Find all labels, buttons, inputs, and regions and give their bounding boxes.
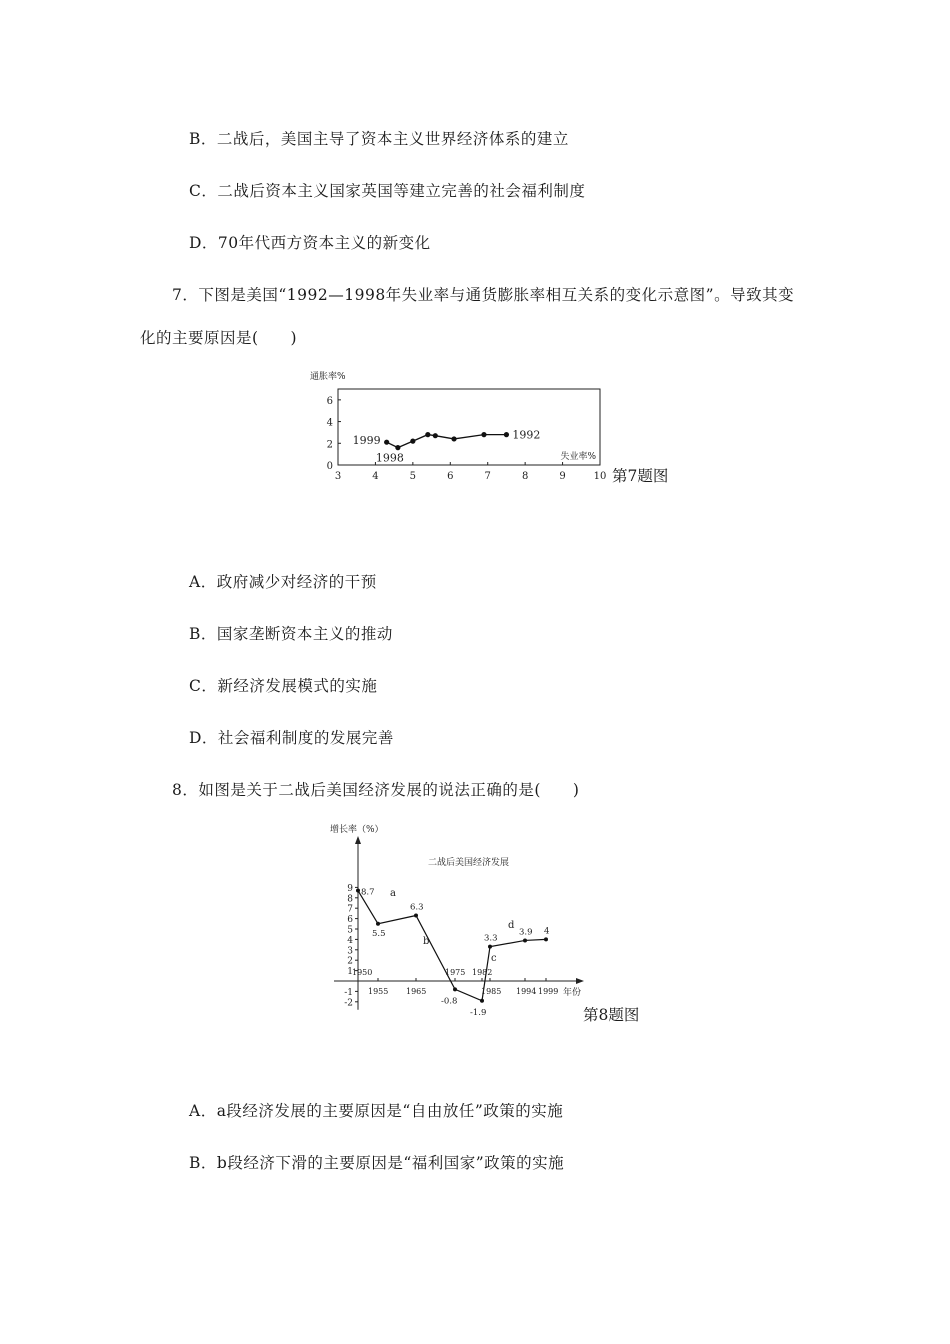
chart-title: 二战后美国经济发展 [428,858,510,868]
y-axis-label: 通胀率% [310,372,346,382]
data-point [544,937,548,941]
x-tick-label: 1965 [406,987,427,996]
q7-stem-line2: 化的主要原因是( ) [140,329,298,347]
data-point [425,432,430,437]
segment-label: c [491,953,497,964]
x-tick-label: 1950 [352,968,373,977]
segment-label: d [508,920,515,931]
y-tick-label: -1 [344,987,353,998]
y-axis-arrow [355,836,361,844]
data-point [523,938,527,942]
y-tick-label: 6 [326,395,333,407]
q6-option-b: B．二战后，美国主导了资本主义世界经济体系的建立 [189,130,569,148]
x-axis-label: 失业率% [560,452,596,462]
data-point [356,889,360,893]
x-axis-label: 年份 [563,988,582,998]
y-tick-label: 2 [347,956,353,967]
x-tick-label: 6 [447,471,454,482]
y-tick-label: 8 [347,894,353,905]
data-point [451,436,456,441]
x-tick-label: 1955 [368,987,389,996]
data-point [481,432,486,437]
data-point [504,432,509,437]
point-annotation: 1999 [352,434,381,448]
q7-stem-line1: 7．下图是美国“1992—1998年失业率与通货膨胀率相互关系的变化示意图”。导致其变 [172,286,795,304]
segment-label: a [390,888,396,899]
q7-option-d: D．社会福利制度的发展完善 [189,729,394,747]
value-label: -0.8 [441,996,458,1007]
q8-stem: 8．如图是关于二战后美国经济发展的说法正确的是( ) [172,781,580,799]
data-line [387,435,507,448]
value-label: 3.3 [484,933,498,944]
x-tick-label: 1982 [472,968,493,977]
data-point [395,445,400,450]
data-point [414,913,418,917]
data-point [410,439,415,444]
x-tick-label: 1999 [538,987,559,996]
q8-caption: 第8题图 [583,1006,640,1024]
q7-chart [300,364,615,484]
data-point [376,922,380,926]
y-tick-label: 0 [326,461,333,472]
x-tick-label: 1994 [516,987,537,996]
x-tick-label: 7 [484,471,491,482]
y-tick-label: 7 [347,904,353,915]
x-tick-label: 4 [372,471,379,482]
value-label: 3.9 [519,927,533,938]
point-annotation: 1998 [375,451,404,465]
q6-option-d: D．70年代西方资本主义的新变化 [189,234,431,252]
point-annotation: 1992 [512,428,541,442]
q6-option-c: C．二战后资本主义国家英国等建立完善的社会福利制度 [189,182,586,200]
value-label: -1.9 [470,1007,487,1018]
value-label: 6.3 [410,902,424,913]
q7-option-b: B．国家垄断资本主义的推动 [189,625,393,643]
y-tick-label: 5 [347,925,353,936]
x-tick-label: 9 [559,471,566,482]
q8-option-a: A．a段经济发展的主要原因是“自由放任”政策的实施 [189,1102,564,1120]
y-tick-label: -2 [344,998,353,1009]
q7-caption: 第7题图 [612,467,669,485]
y-tick-label: 1 [347,967,353,978]
y-tick-label: 3 [347,946,353,957]
y-tick-label: 2 [326,439,333,451]
segment-label: b [423,936,430,947]
y-tick-label: 6 [347,915,353,926]
y-axis-label: 增长率（%） [330,825,384,835]
data-line [358,891,546,1001]
x-tick-label: 1985 [481,987,502,996]
value-label: 5.5 [372,928,386,939]
value-label: 8.7 [361,887,375,898]
x-tick-label: 1975 [445,968,466,977]
x-tick-label: 3 [334,471,342,482]
value-label: 4 [544,926,550,937]
q7-option-a: A．政府减少对经济的干预 [189,573,377,591]
data-point [480,999,484,1003]
y-tick-label: 4 [326,417,333,429]
y-tick-label: 9 [347,883,353,894]
q8-chart [330,818,590,1023]
x-tick-label: 10 [593,471,607,482]
x-tick-label: 5 [409,471,417,482]
q8-option-b: B．b段经济下滑的主要原因是“福利国家”政策的实施 [189,1154,565,1172]
data-point [453,987,457,991]
y-tick-label: 4 [347,935,353,946]
data-point [488,945,492,949]
q7-option-c: C．新经济发展模式的实施 [189,677,378,695]
data-point [433,433,438,438]
data-point [384,440,389,445]
x-axis-arrow [576,978,584,984]
x-tick-label: 8 [521,471,529,482]
